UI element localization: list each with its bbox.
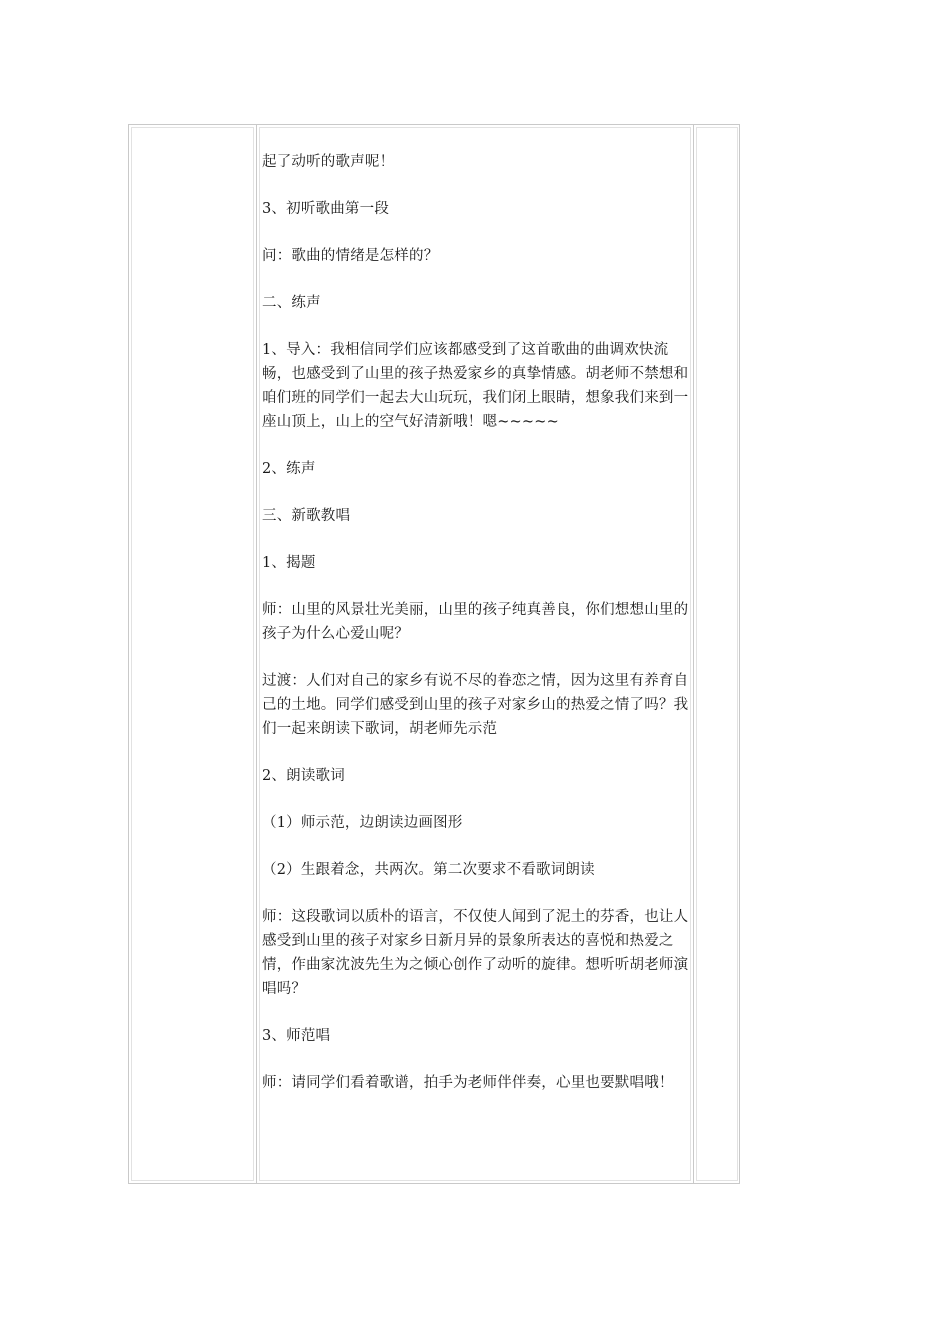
section-heading: 三、新歌教唱 bbox=[262, 508, 351, 524]
paragraph: 2、朗读歌词 bbox=[262, 768, 345, 784]
paragraph: 1、揭题 bbox=[262, 555, 316, 571]
lesson-content bbox=[262, 150, 690, 1118]
left-column-divider bbox=[256, 125, 257, 1183]
paragraph: 师：这段歌词以质朴的语言，不仅使人闻到了泥土的芬香，也让人感受到山里的孩子对家乡日新月异的景象所表达的喜悦和热爱之情，作曲家沈波先生为之倾心创作了动听的旋律。想听听胡老师演唱吗？ bbox=[262, 909, 689, 997]
paragraph: 问：歌曲的情绪是怎样的？ bbox=[262, 248, 439, 264]
paragraph: 2、练声 bbox=[262, 461, 316, 477]
right-cell bbox=[696, 127, 738, 1181]
paragraph: （1）师示范，边朗读边画图形 bbox=[262, 815, 463, 831]
paragraph: 过渡：人们对自己的家乡有说不尽的眷恋之情，因为这里有养育自己的土地。同学们感受到山里的孩子对家乡山的热爱之情了吗？我们一起来朗读下歌词，胡老师先示范 bbox=[262, 673, 689, 737]
paragraph: 起了动听的歌声呢！ bbox=[262, 154, 395, 170]
section-heading: 二、练声 bbox=[262, 295, 321, 311]
right-column-divider bbox=[693, 125, 694, 1183]
paragraph: 3、初听歌曲第一段 bbox=[262, 201, 390, 217]
paragraph: 3、师范唱 bbox=[262, 1028, 331, 1044]
paragraph: （2）生跟着念，共两次。第二次要求不看歌词朗读 bbox=[262, 862, 595, 878]
left-cell bbox=[131, 127, 254, 1181]
paragraph: 1、导入：我相信同学们应该都感受到了这首歌曲的曲调欢快流畅，也感受到了山里的孩子热爱家乡的真挚情感。胡老师不禁想和咱们班的同学们一起去大山玩玩，我们闭上眼睛，想象我们来到一座山顶上，山上的空气好清新哦！嗯~~~~~ bbox=[262, 342, 689, 430]
paragraph: 师：山里的风景壮光美丽，山里的孩子纯真善良，你们想想山里的孩子为什么心爱山呢？ bbox=[262, 602, 689, 642]
paragraph: 师：请同学们看着歌谱，拍手为老师伴伴奏，心里也要默唱哦！ bbox=[262, 1075, 674, 1091]
